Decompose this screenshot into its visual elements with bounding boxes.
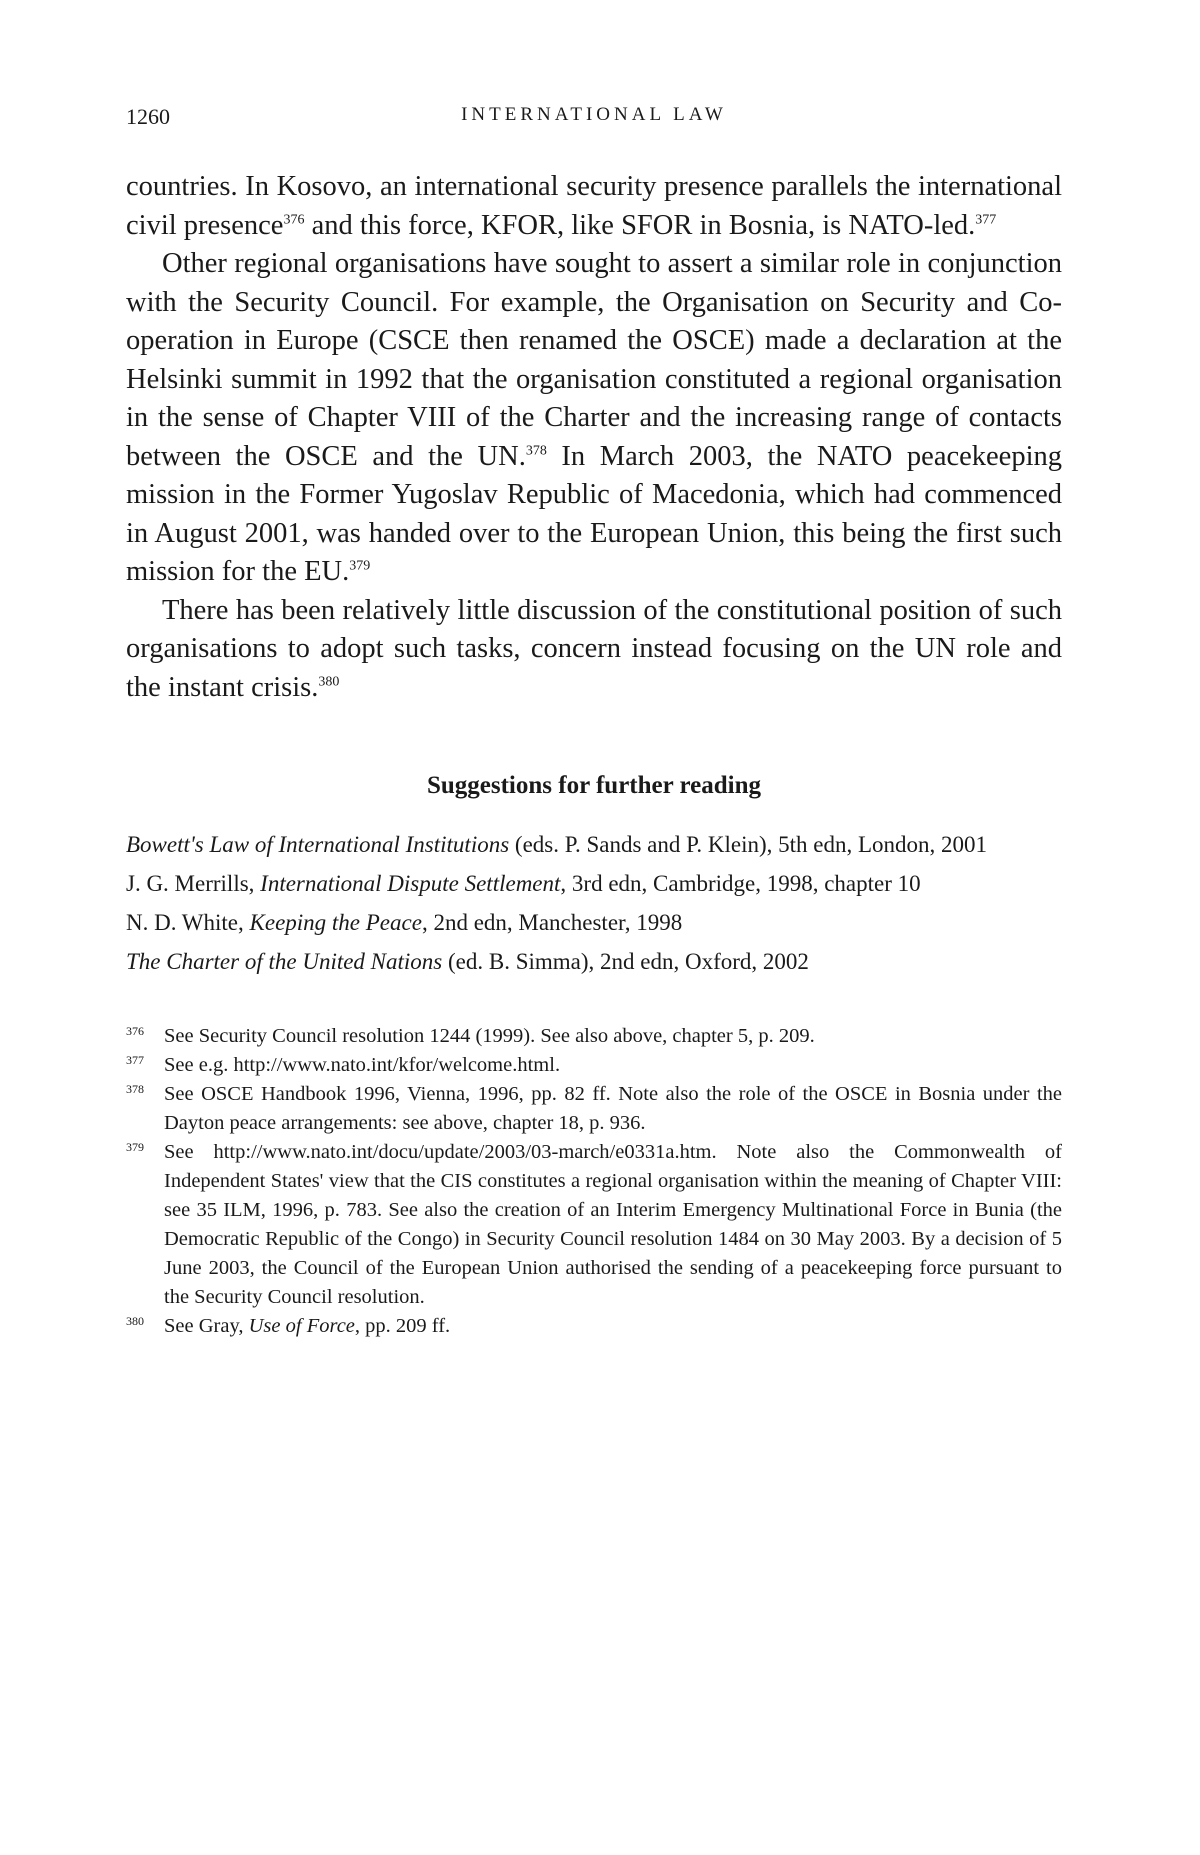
- reading-item: [126, 868, 1062, 900]
- footnote-380: [126, 1312, 1062, 1341]
- paragraph-2-text-b: In March 2003, the NATO peacekeeping mission in the Former Yugoslav Republic of Macedonia, which had commenced in August 2001, was handed over to the European Union, this being the first such mission for the EU.: [126, 440, 1062, 587]
- paragraph-3: [126, 592, 1062, 708]
- reading-item: [126, 946, 1062, 978]
- further-reading-list: [126, 829, 1062, 978]
- footnote-number: 378: [126, 1082, 144, 1096]
- paragraph-1-text-b: and this force, KFOR, like SFOR in Bosnia, is NATO-led.: [304, 209, 976, 241]
- footnotes: [126, 1022, 1062, 1341]
- reading-author: J. G. Merrills,: [126, 871, 261, 896]
- footnote-number: 379: [126, 1140, 144, 1154]
- footnote-text: See OSCE Handbook 1996, Vienna, 1996, pp. 82 ff. Note also the role of the OSCE in Bosnia under the Dayton peace arrangements: see above, chapter 18, p. 936.: [164, 1083, 1062, 1134]
- reading-details: (eds. P. Sands and P. Klein), 5th edn, London, 2001: [509, 832, 988, 857]
- footnote-379: [126, 1138, 1062, 1312]
- footnote-ref-376[interactable]: 376: [283, 212, 305, 227]
- footnote-378: [126, 1080, 1062, 1138]
- reading-title: Bowett's Law of International Institutions: [126, 832, 510, 857]
- footnote-text[interactable]: See e.g. http://www.nato.int/kfor/welcome.html.: [164, 1054, 561, 1076]
- paragraph-2: [126, 245, 1062, 592]
- footnote-text[interactable]: See http://www.nato.int/docu/update/2003/03-march/e0331a.htm. Note also the Commonwealth of Independent States' view that the CIS constitutes a regional organisation within the meaning of Chapter VIII: see 35 ILM, 1996, p. 783. See also the creation of an Interim Emergency Multinational Force in Bunia (the Democratic Republic of the Congo) in Security Council resolution 1484 on 30 May 2003. By a decision of 5 June 2003, the Council of the European Union authorised the sending of a peacekeeping force pursuant to the Security Council resolution.: [164, 1141, 1062, 1308]
- footnote-cited-title: Use of Force: [248, 1315, 355, 1337]
- paragraph-1: [126, 168, 1062, 245]
- body-text: [126, 168, 1062, 707]
- footnote-text-b: , pp. 209 ff.: [354, 1315, 451, 1337]
- reading-title: International Dispute Settlement: [260, 871, 561, 896]
- reading-title: The Charter of the United Nations: [126, 949, 443, 974]
- footnote-377: [126, 1051, 1062, 1080]
- footnote-number: 376: [126, 1024, 144, 1038]
- running-title: INTERNATIONAL LAW: [461, 104, 727, 125]
- reading-item: [126, 907, 1062, 939]
- footnote-ref-379[interactable]: 379: [349, 558, 371, 574]
- footnote-number: 380: [126, 1314, 144, 1328]
- reading-author: N. D. White,: [126, 910, 250, 935]
- paragraph-3-text-a: There has been relatively little discussion of the constitutional position of such organisations to adopt such tasks, concern instead focusing on the UN role and the instant crisis.: [126, 594, 1062, 703]
- footnote-ref-380[interactable]: 380: [318, 674, 340, 689]
- further-reading-heading: Suggestions for further reading: [426, 772, 762, 799]
- reading-item: [126, 829, 1062, 861]
- footnote-ref-378[interactable]: 378: [525, 443, 547, 458]
- footnote-376: [126, 1022, 1062, 1051]
- running-head: [126, 98, 1062, 138]
- reading-details: , 3rd edn, Cambridge, 1998, chapter 10: [560, 871, 921, 896]
- reading-details: (ed. B. Simma), 2nd edn, Oxford, 2002: [442, 949, 809, 974]
- footnote-ref-377[interactable]: 377: [975, 212, 997, 227]
- reading-title: Keeping the Peace: [249, 910, 422, 935]
- book-page: [126, 98, 1062, 1341]
- paragraph-2-text-a: Other regional organisations have sought to assert a similar role in conjunction with the Security Council. For example, the Organisation on Security and Co-operation in Europe (CSCE then renamed the OSCE) made a declaration at the Helsinki summit in 1992 that the organisation constituted a regional organisation in the sense of Chapter VIII of the Charter and the increasing range of contacts between the OSCE and the UN.: [126, 248, 1062, 472]
- page-number: 1260: [126, 104, 170, 129]
- paragraph-1-text-a: countries. In Kosovo, an international security presence parallels the international civil presence: [126, 171, 1062, 241]
- footnote-number: 377: [126, 1053, 144, 1067]
- footnote-text: See Security Council resolution 1244 (1999). See also above, chapter 5, p. 209.: [164, 1025, 815, 1047]
- footnote-text-a: See Gray,: [164, 1315, 249, 1337]
- reading-details: , 2nd edn, Manchester, 1998: [421, 910, 683, 935]
